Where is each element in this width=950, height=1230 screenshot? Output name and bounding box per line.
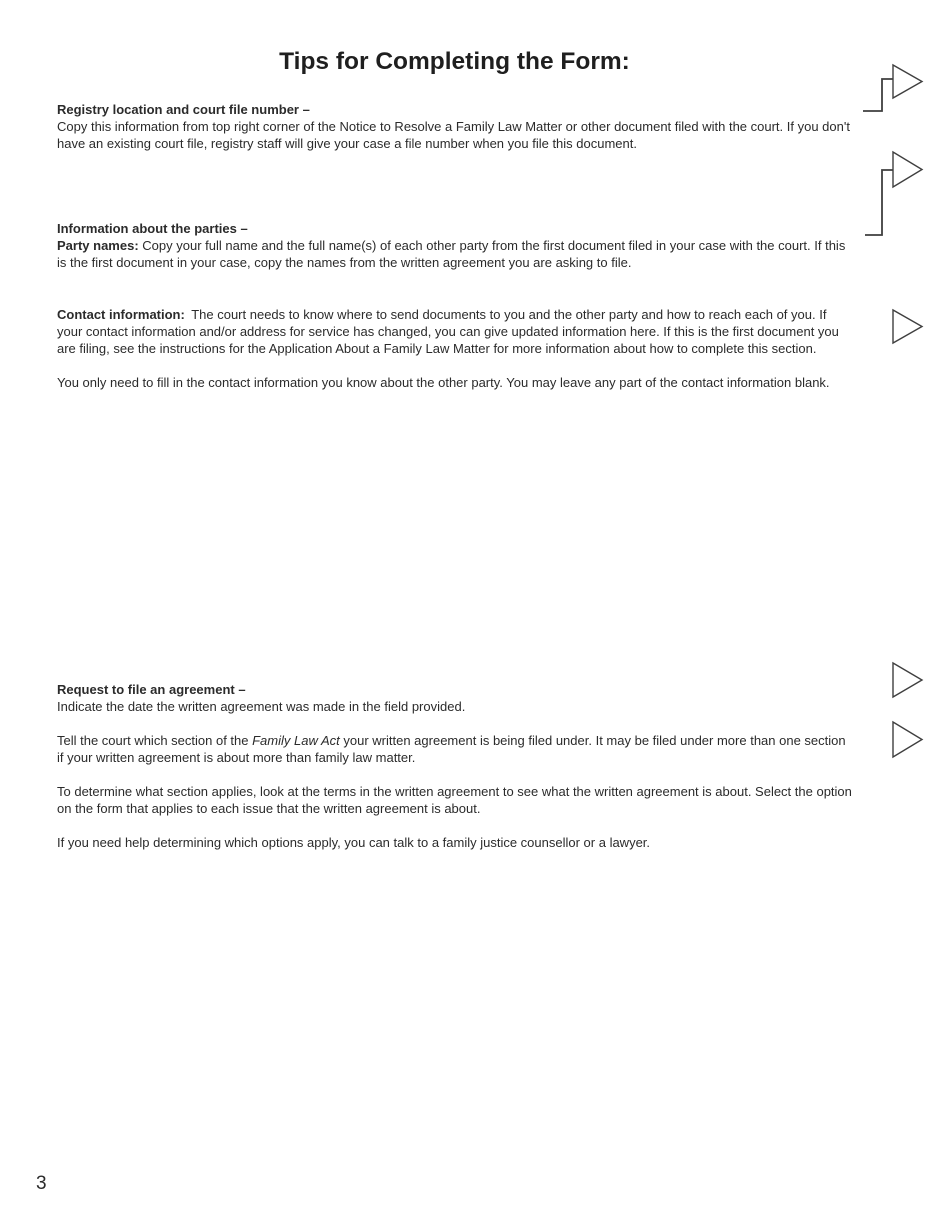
callout-arrow-icon	[893, 310, 922, 343]
request-para2-post: your written agreement is being filed under. It may be filed under more than one section if your written agreement is about more than family law matter.	[57, 733, 846, 765]
section-parties	[57, 220, 852, 271]
arrow-triangle	[893, 722, 922, 757]
request-para2	[57, 732, 852, 766]
arrow-triangle	[893, 310, 922, 343]
contact-label: Contact information:	[57, 307, 185, 322]
parties-body	[57, 237, 852, 271]
request-para3: To determine what section applies, look at the terms in the written agreement to see what the written agreement is about. Select the option on the form that applies to each issue that the written agreement is about.	[57, 784, 852, 816]
registry-body: Copy this information from top right corner of the Notice to Resolve a Family Law Matter or other document filed with the court. If you don't have an existing court file, registry staff will give your case a file number when you file this document.	[57, 119, 850, 151]
request-para4: If you need help determining which options apply, you can talk to a family justice counsellor or a lawyer.	[57, 835, 651, 850]
arrow-leader-line	[865, 170, 893, 235]
request-para2-pre: Tell the court which section of the	[57, 733, 253, 748]
section-contact	[57, 306, 852, 391]
party-names-label: Party names:	[57, 238, 139, 253]
arrow-triangle	[893, 152, 922, 187]
party-names-text: Copy your full name and the full name(s) of each other party from the first document filed in your case with the court. If this is the first document in your case, copy the names from the written agreement you are asking to file.	[57, 238, 846, 270]
page-number: 3	[36, 1173, 47, 1194]
callout-arrow-icon	[865, 152, 922, 235]
request-para1: Indicate the date the written agreement was made in the field provided.	[57, 699, 466, 714]
section-request	[57, 681, 852, 851]
arrow-triangle	[893, 663, 922, 697]
page-title: Tips for Completing the Form:	[279, 48, 630, 75]
parties-heading: Information about the parties –	[57, 221, 248, 236]
arrow-triangle	[893, 65, 922, 98]
arrow-leader-line	[863, 79, 893, 111]
family-law-act-title: Family Law Act	[252, 733, 340, 748]
contact-body	[57, 306, 852, 357]
section-registry	[57, 101, 852, 152]
registry-heading: Registry location and court file number –	[57, 102, 310, 117]
contact-text: The court needs to know where to send documents to you and the other party and how to reach each of you. If your contact information and/or address for service has changed, you can give updated information here. If this is the first document you are filing, see the instructions for the Application About a Family Law Matter for more information about how to complete this section.	[57, 307, 839, 356]
contact-para2: You only need to fill in the contact information you know about the other party. You may leave any part of the contact information blank.	[57, 375, 830, 390]
request-heading: Request to file an agreement –	[57, 682, 246, 697]
callout-arrow-icon	[893, 722, 922, 757]
callout-arrow-icon	[893, 663, 922, 697]
callout-arrow-icon	[863, 65, 922, 111]
